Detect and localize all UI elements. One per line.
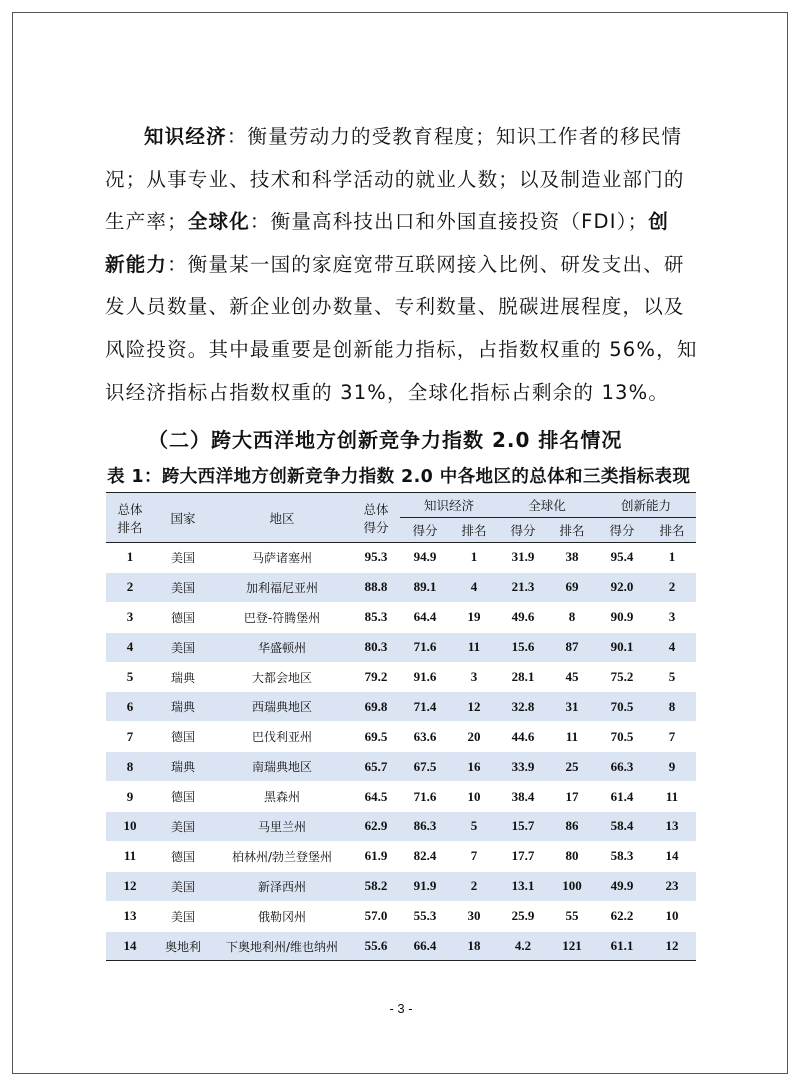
cell-globalization-score: 44.6 bbox=[498, 722, 548, 752]
cell-region: 黑森州 bbox=[212, 782, 352, 812]
table-row bbox=[106, 662, 696, 692]
cell-knowledge-score: 67.5 bbox=[400, 752, 450, 782]
cell-knowledge-rank: 12 bbox=[450, 692, 498, 722]
cell-innovation-rank: 13 bbox=[648, 812, 696, 842]
cell-knowledge-rank: 10 bbox=[450, 782, 498, 812]
cell-knowledge-score: 91.6 bbox=[400, 662, 450, 692]
cell-country: 德国 bbox=[154, 602, 212, 632]
cell-knowledge-score: 91.9 bbox=[400, 871, 450, 901]
cell-region: 华盛顿州 bbox=[212, 632, 352, 662]
cell-globalization-score: 49.6 bbox=[498, 602, 548, 632]
cell-innovation-score: 58.4 bbox=[596, 812, 648, 842]
cell-overall-score: 88.8 bbox=[352, 572, 400, 602]
ranking-table bbox=[106, 492, 696, 961]
cell-overall-score: 95.3 bbox=[352, 543, 400, 573]
cell-overall-rank: 5 bbox=[106, 662, 154, 692]
cell-innovation-score: 49.9 bbox=[596, 871, 648, 901]
cell-region: 西瑞典地区 bbox=[212, 692, 352, 722]
cell-knowledge-rank: 20 bbox=[450, 722, 498, 752]
cell-region: 柏林州/勃兰登堡州 bbox=[212, 841, 352, 871]
cell-knowledge-rank: 1 bbox=[450, 543, 498, 573]
cell-innovation-rank: 14 bbox=[648, 841, 696, 871]
cell-overall-score: 80.3 bbox=[352, 632, 400, 662]
cell-globalization-rank: 80 bbox=[548, 841, 596, 871]
cell-innovation-score: 66.3 bbox=[596, 752, 648, 782]
cell-innovation-score: 70.5 bbox=[596, 692, 648, 722]
term-knowledge-economy: 知识经济 bbox=[144, 125, 227, 148]
cell-innovation-score: 90.9 bbox=[596, 602, 648, 632]
cell-country: 德国 bbox=[154, 841, 212, 871]
cell-overall-rank: 6 bbox=[106, 692, 154, 722]
cell-globalization-score: 28.1 bbox=[498, 662, 548, 692]
table-row bbox=[106, 602, 696, 632]
header-globalization: 全球化 bbox=[498, 493, 596, 518]
cell-innovation-score: 95.4 bbox=[596, 543, 648, 573]
cell-country: 德国 bbox=[154, 782, 212, 812]
cell-innovation-score: 90.1 bbox=[596, 632, 648, 662]
cell-innovation-rank: 1 bbox=[648, 543, 696, 573]
cell-knowledge-score: 63.6 bbox=[400, 722, 450, 752]
table-row bbox=[106, 812, 696, 842]
table-row bbox=[106, 722, 696, 752]
cell-globalization-rank: 55 bbox=[548, 901, 596, 931]
cell-innovation-rank: 5 bbox=[648, 662, 696, 692]
cell-globalization-score: 15.7 bbox=[498, 812, 548, 842]
cell-knowledge-rank: 16 bbox=[450, 752, 498, 782]
cell-overall-score: 62.9 bbox=[352, 812, 400, 842]
subheader-score: 得分 bbox=[596, 518, 648, 543]
subheader-rank: 排名 bbox=[648, 518, 696, 543]
cell-innovation-rank: 11 bbox=[648, 782, 696, 812]
cell-globalization-score: 15.6 bbox=[498, 632, 548, 662]
cell-globalization-rank: 38 bbox=[548, 543, 596, 573]
page-number: - 3 - bbox=[389, 1001, 413, 1016]
cell-overall-rank: 10 bbox=[106, 812, 154, 842]
cell-country: 瑞典 bbox=[154, 692, 212, 722]
table-row bbox=[106, 543, 696, 573]
cell-overall-score: 69.8 bbox=[352, 692, 400, 722]
cell-overall-rank: 12 bbox=[106, 871, 154, 901]
cell-knowledge-score: 89.1 bbox=[400, 572, 450, 602]
cell-knowledge-rank: 4 bbox=[450, 572, 498, 602]
cell-region: 南瑞典地区 bbox=[212, 752, 352, 782]
cell-overall-score: 57.0 bbox=[352, 901, 400, 931]
cell-innovation-rank: 23 bbox=[648, 871, 696, 901]
table-row bbox=[106, 841, 696, 871]
cell-globalization-rank: 87 bbox=[548, 632, 596, 662]
cell-globalization-rank: 31 bbox=[548, 692, 596, 722]
cell-knowledge-rank: 11 bbox=[450, 632, 498, 662]
cell-knowledge-rank: 5 bbox=[450, 812, 498, 842]
cell-innovation-rank: 9 bbox=[648, 752, 696, 782]
term-globalization: 全球化 bbox=[187, 210, 250, 234]
cell-globalization-rank: 69 bbox=[548, 572, 596, 602]
cell-globalization-rank: 86 bbox=[548, 812, 596, 842]
cell-knowledge-score: 71.6 bbox=[400, 632, 450, 662]
cell-knowledge-rank: 3 bbox=[450, 662, 498, 692]
cell-country: 美国 bbox=[154, 543, 212, 573]
cell-globalization-score: 13.1 bbox=[498, 871, 548, 901]
cell-country: 德国 bbox=[154, 722, 212, 752]
cell-knowledge-score: 94.9 bbox=[400, 543, 450, 573]
cell-overall-score: 64.5 bbox=[352, 782, 400, 812]
cell-innovation-score: 58.3 bbox=[596, 841, 648, 871]
cell-innovation-rank: 10 bbox=[648, 901, 696, 931]
cell-region: 巴伐利亚州 bbox=[212, 722, 352, 752]
cell-country: 美国 bbox=[154, 871, 212, 901]
cell-overall-rank: 8 bbox=[106, 752, 154, 782]
cell-overall-rank: 2 bbox=[106, 572, 154, 602]
cell-globalization-score: 31.9 bbox=[498, 543, 548, 573]
header-region: 地区 bbox=[212, 493, 352, 543]
cell-innovation-rank: 12 bbox=[648, 931, 696, 961]
cell-knowledge-score: 71.4 bbox=[400, 692, 450, 722]
subheader-score: 得分 bbox=[400, 518, 450, 543]
cell-innovation-score: 92.0 bbox=[596, 572, 648, 602]
table-row bbox=[106, 931, 696, 961]
cell-knowledge-rank: 18 bbox=[450, 931, 498, 961]
subheader-rank: 排名 bbox=[450, 518, 498, 543]
cell-globalization-score: 4.2 bbox=[498, 931, 548, 961]
cell-innovation-rank: 2 bbox=[648, 572, 696, 602]
cell-innovation-score: 61.4 bbox=[596, 782, 648, 812]
cell-knowledge-rank: 19 bbox=[450, 602, 498, 632]
table-row bbox=[106, 692, 696, 722]
cell-knowledge-score: 55.3 bbox=[400, 901, 450, 931]
cell-knowledge-rank: 2 bbox=[450, 871, 498, 901]
cell-innovation-rank: 4 bbox=[648, 632, 696, 662]
cell-region: 马里兰州 bbox=[212, 812, 352, 842]
cell-overall-score: 65.7 bbox=[352, 752, 400, 782]
cell-globalization-score: 17.7 bbox=[498, 841, 548, 871]
cell-globalization-rank: 8 bbox=[548, 602, 596, 632]
cell-globalization-score: 38.4 bbox=[498, 782, 548, 812]
cell-country: 奥地利 bbox=[154, 931, 212, 961]
cell-innovation-rank: 3 bbox=[648, 602, 696, 632]
cell-innovation-rank: 7 bbox=[648, 722, 696, 752]
cell-country: 美国 bbox=[154, 901, 212, 931]
table-row bbox=[106, 572, 696, 602]
table-row bbox=[106, 871, 696, 901]
cell-globalization-rank: 25 bbox=[548, 752, 596, 782]
term-innovation: 新能力 bbox=[105, 252, 168, 276]
table-row bbox=[106, 752, 696, 782]
cell-overall-rank: 9 bbox=[106, 782, 154, 812]
cell-knowledge-score: 64.4 bbox=[400, 602, 450, 632]
cell-region: 加利福尼亚州 bbox=[212, 572, 352, 602]
cell-region: 大都会地区 bbox=[212, 662, 352, 692]
cell-region: 新泽西州 bbox=[212, 871, 352, 901]
section-heading: （二）跨大西洋地方创新竞争力指数 2.0 排名情况 bbox=[148, 428, 623, 452]
cell-globalization-score: 32.8 bbox=[498, 692, 548, 722]
table-row bbox=[106, 782, 696, 812]
cell-knowledge-rank: 7 bbox=[450, 841, 498, 871]
subheader-score: 得分 bbox=[498, 518, 548, 543]
cell-overall-score: 58.2 bbox=[352, 871, 400, 901]
cell-country: 美国 bbox=[154, 812, 212, 842]
cell-globalization-rank: 121 bbox=[548, 931, 596, 961]
table-row bbox=[106, 632, 696, 662]
cell-globalization-rank: 17 bbox=[548, 782, 596, 812]
subheader-rank: 排名 bbox=[548, 518, 596, 543]
cell-region: 马萨诸塞州 bbox=[212, 543, 352, 573]
cell-region: 下奥地利州/维也纳州 bbox=[212, 931, 352, 961]
cell-overall-rank: 13 bbox=[106, 901, 154, 931]
cell-country: 瑞典 bbox=[154, 752, 212, 782]
cell-overall-score: 69.5 bbox=[352, 722, 400, 752]
cell-globalization-score: 25.9 bbox=[498, 901, 548, 931]
header-country: 国家 bbox=[154, 493, 212, 543]
cell-country: 美国 bbox=[154, 572, 212, 602]
cell-overall-rank: 1 bbox=[106, 543, 154, 573]
cell-knowledge-rank: 30 bbox=[450, 901, 498, 931]
cell-globalization-rank: 45 bbox=[548, 662, 596, 692]
cell-overall-score: 85.3 bbox=[352, 602, 400, 632]
cell-innovation-rank: 8 bbox=[648, 692, 696, 722]
body-paragraph: 知识经济：衡量劳动力的受教育程度；知识工作者的移民情 况；从事专业、技术和科学活动的就业人数；以及制造业部门的 生产率；全球化：衡量高科技出口和外国直接投资（FDI）；创 新能力：衡量某一国的家庭宽带互联网接入比例、研发支出、研 发人员数量、新企业创办数量、专利数量、脱碳进展程度，以及 风险投资。其中最重要是创新能力指标，占指数权重的 56%，知 识经济指标占指数权重的 31%，全球化指标占剩余的 13%。 bbox=[105, 125, 698, 404]
cell-overall-score: 55.6 bbox=[352, 931, 400, 961]
cell-knowledge-score: 86.3 bbox=[400, 812, 450, 842]
cell-knowledge-score: 71.6 bbox=[400, 782, 450, 812]
cell-globalization-score: 33.9 bbox=[498, 752, 548, 782]
cell-innovation-score: 61.1 bbox=[596, 931, 648, 961]
cell-region: 俄勒冈州 bbox=[212, 901, 352, 931]
cell-globalization-rank: 100 bbox=[548, 871, 596, 901]
cell-country: 美国 bbox=[154, 632, 212, 662]
cell-overall-rank: 14 bbox=[106, 931, 154, 961]
cell-innovation-score: 62.2 bbox=[596, 901, 648, 931]
cell-overall-rank: 4 bbox=[106, 632, 154, 662]
table-caption: 表 1：跨大西洋地方创新竞争力指数 2.0 中各地区的总体和三类指标表现 bbox=[107, 467, 691, 487]
cell-overall-rank: 3 bbox=[106, 602, 154, 632]
cell-overall-rank: 7 bbox=[106, 722, 154, 752]
header-overall-rank: 总体排名 bbox=[106, 493, 154, 543]
header-overall-score: 总体得分 bbox=[352, 493, 400, 543]
header-knowledge-economy: 知识经济 bbox=[400, 493, 498, 518]
table-row bbox=[106, 901, 696, 931]
cell-globalization-score: 21.3 bbox=[498, 572, 548, 602]
cell-overall-score: 79.2 bbox=[352, 662, 400, 692]
cell-innovation-score: 75.2 bbox=[596, 662, 648, 692]
header-innovation: 创新能力 bbox=[596, 493, 696, 518]
cell-overall-score: 61.9 bbox=[352, 841, 400, 871]
cell-knowledge-score: 66.4 bbox=[400, 931, 450, 961]
cell-globalization-rank: 11 bbox=[548, 722, 596, 752]
cell-innovation-score: 70.5 bbox=[596, 722, 648, 752]
cell-country: 瑞典 bbox=[154, 662, 212, 692]
cell-region: 巴登-符腾堡州 bbox=[212, 602, 352, 632]
cell-overall-rank: 11 bbox=[106, 841, 154, 871]
cell-knowledge-score: 82.4 bbox=[400, 841, 450, 871]
table-body bbox=[106, 543, 696, 961]
